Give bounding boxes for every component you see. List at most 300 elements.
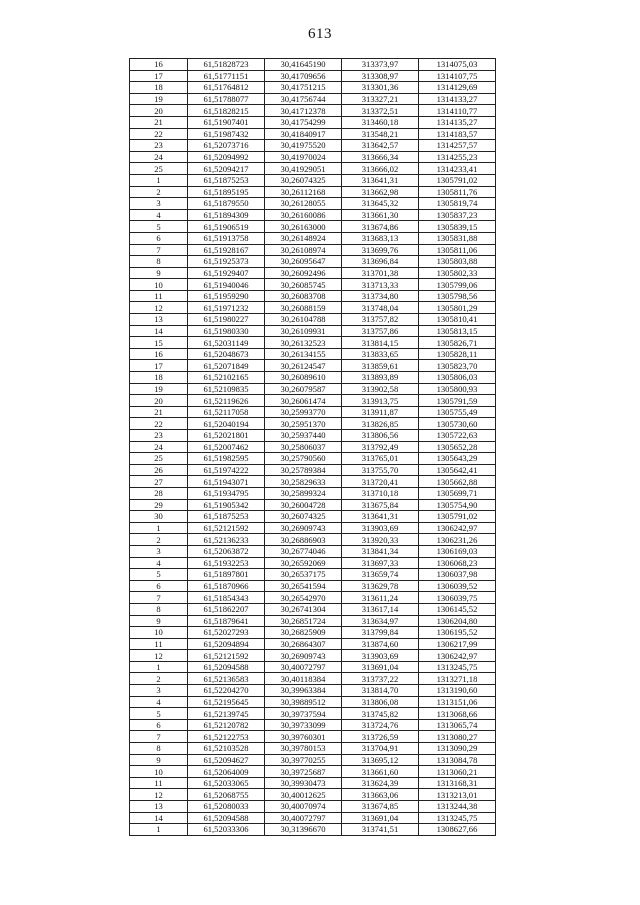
point-number-cell: 16: [130, 348, 188, 360]
x-coordinate-cell: 313641,31: [342, 174, 419, 186]
point-number-cell: 4: [130, 696, 188, 708]
longitude-cell: 30,39889512: [265, 696, 342, 708]
y-coordinate-cell: 1313151,06: [419, 696, 496, 708]
x-coordinate-cell: 313696,84: [342, 256, 419, 268]
x-coordinate-cell: 313792,49: [342, 441, 419, 453]
x-coordinate-cell: 313902,58: [342, 383, 419, 395]
latitude-cell: 61,51895195: [188, 186, 265, 198]
latitude-cell: 61,52094992: [188, 151, 265, 163]
longitude-cell: 30,39963384: [265, 685, 342, 697]
latitude-cell: 61,51974222: [188, 464, 265, 476]
table-row: [130, 232, 496, 244]
longitude-cell: 30,26864307: [265, 638, 342, 650]
x-coordinate-cell: 313642,57: [342, 140, 419, 152]
latitude-cell: 61,51934795: [188, 487, 265, 499]
x-coordinate-cell: 313814,15: [342, 337, 419, 349]
coordinates-table: [129, 58, 496, 836]
y-coordinate-cell: 1314075,03: [419, 59, 496, 71]
x-coordinate-cell: 313748,04: [342, 302, 419, 314]
y-coordinate-cell: 1306145,52: [419, 603, 496, 615]
table-row: [130, 487, 496, 499]
x-coordinate-cell: 313737,22: [342, 673, 419, 685]
y-coordinate-cell: 1313090,29: [419, 743, 496, 755]
x-coordinate-cell: 313806,08: [342, 696, 419, 708]
table-row: [130, 314, 496, 326]
x-coordinate-cell: 313826,85: [342, 418, 419, 430]
latitude-cell: 61,52139745: [188, 708, 265, 720]
latitude-cell: 61,51879641: [188, 615, 265, 627]
table-row: [130, 545, 496, 557]
latitude-cell: 61,52109835: [188, 383, 265, 395]
table-row: [130, 395, 496, 407]
y-coordinate-cell: 1305699,71: [419, 487, 496, 499]
y-coordinate-cell: 1305823,70: [419, 360, 496, 372]
point-number-cell: 10: [130, 279, 188, 291]
latitude-cell: 61,52064009: [188, 766, 265, 778]
x-coordinate-cell: 313741,51: [342, 824, 419, 836]
x-coordinate-cell: 313799,84: [342, 627, 419, 639]
table-row: [130, 186, 496, 198]
y-coordinate-cell: 1306217,99: [419, 638, 496, 650]
y-coordinate-cell: 1313190,60: [419, 685, 496, 697]
latitude-cell: 61,52068755: [188, 789, 265, 801]
point-number-cell: 6: [130, 719, 188, 731]
table-row: [130, 708, 496, 720]
y-coordinate-cell: 1314183,57: [419, 128, 496, 140]
longitude-cell: 30,26074325: [265, 174, 342, 186]
x-coordinate-cell: 313611,24: [342, 592, 419, 604]
table-row: [130, 557, 496, 569]
y-coordinate-cell: 1306242,97: [419, 650, 496, 662]
table-row: [130, 580, 496, 592]
point-number-cell: 19: [130, 383, 188, 395]
table-row: [130, 719, 496, 731]
y-coordinate-cell: 1314133,27: [419, 93, 496, 105]
longitude-cell: 30,26004728: [265, 499, 342, 511]
latitude-cell: 61,52080033: [188, 801, 265, 813]
latitude-cell: 61,51971232: [188, 302, 265, 314]
point-number-cell: 4: [130, 557, 188, 569]
y-coordinate-cell: 1305791,02: [419, 511, 496, 523]
x-coordinate-cell: 313757,82: [342, 314, 419, 326]
latitude-cell: 61,52040194: [188, 418, 265, 430]
x-coordinate-cell: 313548,21: [342, 128, 419, 140]
point-number-cell: 14: [130, 325, 188, 337]
x-coordinate-cell: 313674,86: [342, 221, 419, 233]
point-number-cell: 12: [130, 650, 188, 662]
longitude-cell: 30,41751215: [265, 82, 342, 94]
x-coordinate-cell: 313806,56: [342, 430, 419, 442]
latitude-cell: 61,52119626: [188, 395, 265, 407]
latitude-cell: 61,52031149: [188, 337, 265, 349]
longitude-cell: 30,26092496: [265, 267, 342, 279]
point-number-cell: 5: [130, 221, 188, 233]
table-row: [130, 511, 496, 523]
longitude-cell: 30,40072797: [265, 812, 342, 824]
longitude-cell: 30,26541594: [265, 580, 342, 592]
x-coordinate-cell: 313666,34: [342, 151, 419, 163]
latitude-cell: 61,51764812: [188, 82, 265, 94]
latitude-cell: 61,52103528: [188, 743, 265, 755]
longitude-cell: 30,26160086: [265, 209, 342, 221]
table-row: [130, 290, 496, 302]
y-coordinate-cell: 1305662,88: [419, 476, 496, 488]
point-number-cell: 12: [130, 789, 188, 801]
point-number-cell: 11: [130, 777, 188, 789]
latitude-cell: 61,51925373: [188, 256, 265, 268]
y-coordinate-cell: 1305819,74: [419, 198, 496, 210]
longitude-cell: 30,39737594: [265, 708, 342, 720]
longitude-cell: 30,41645190: [265, 59, 342, 71]
longitude-cell: 30,26909743: [265, 650, 342, 662]
longitude-cell: 30,39770255: [265, 754, 342, 766]
table-row: [130, 731, 496, 743]
latitude-cell: 61,51862207: [188, 603, 265, 615]
latitude-cell: 61,51913758: [188, 232, 265, 244]
table-row: [130, 360, 496, 372]
latitude-cell: 61,52094894: [188, 638, 265, 650]
y-coordinate-cell: 1305791,59: [419, 395, 496, 407]
table-row: [130, 685, 496, 697]
x-coordinate-cell: 313893,89: [342, 372, 419, 384]
x-coordinate-cell: 313327,21: [342, 93, 419, 105]
longitude-cell: 30,26079587: [265, 383, 342, 395]
table-row: [130, 592, 496, 604]
latitude-cell: 61,52094627: [188, 754, 265, 766]
point-number-cell: 1: [130, 522, 188, 534]
latitude-cell: 61,52048673: [188, 348, 265, 360]
y-coordinate-cell: 1314135,27: [419, 116, 496, 128]
x-coordinate-cell: 313634,97: [342, 615, 419, 627]
y-coordinate-cell: 1305810,41: [419, 314, 496, 326]
y-coordinate-cell: 1313068,66: [419, 708, 496, 720]
latitude-cell: 61,51980227: [188, 314, 265, 326]
longitude-cell: 30,25789384: [265, 464, 342, 476]
x-coordinate-cell: 313641,31: [342, 511, 419, 523]
longitude-cell: 30,41975520: [265, 140, 342, 152]
latitude-cell: 61,51907401: [188, 116, 265, 128]
point-number-cell: 17: [130, 360, 188, 372]
longitude-cell: 30,25993770: [265, 406, 342, 418]
table-row: [130, 430, 496, 442]
page-number: 613: [308, 26, 332, 42]
y-coordinate-cell: 1305837,23: [419, 209, 496, 221]
x-coordinate-cell: 313841,34: [342, 545, 419, 557]
y-coordinate-cell: 1305730,60: [419, 418, 496, 430]
longitude-cell: 30,26095647: [265, 256, 342, 268]
x-coordinate-cell: 313757,86: [342, 325, 419, 337]
y-coordinate-cell: 1305791,02: [419, 174, 496, 186]
x-coordinate-cell: 313674,85: [342, 801, 419, 813]
point-number-cell: 10: [130, 627, 188, 639]
x-coordinate-cell: 313663,06: [342, 789, 419, 801]
x-coordinate-cell: 313617,14: [342, 603, 419, 615]
longitude-cell: 30,26089610: [265, 372, 342, 384]
latitude-cell: 61,51928167: [188, 244, 265, 256]
table-row: [130, 221, 496, 233]
point-number-cell: 5: [130, 569, 188, 581]
longitude-cell: 30,25899324: [265, 487, 342, 499]
longitude-cell: 30,26134155: [265, 348, 342, 360]
table-row: [130, 151, 496, 163]
latitude-cell: 61,51879550: [188, 198, 265, 210]
table-row: [130, 105, 496, 117]
y-coordinate-cell: 1306195,52: [419, 627, 496, 639]
point-number-cell: 8: [130, 603, 188, 615]
y-coordinate-cell: 1314129,69: [419, 82, 496, 94]
y-coordinate-cell: 1306039,75: [419, 592, 496, 604]
latitude-cell: 61,52073716: [188, 140, 265, 152]
latitude-cell: 61,52063872: [188, 545, 265, 557]
x-coordinate-cell: 313695,12: [342, 754, 419, 766]
x-coordinate-cell: 313745,82: [342, 708, 419, 720]
table-row: [130, 267, 496, 279]
latitude-cell: 61,52102165: [188, 372, 265, 384]
point-number-cell: 14: [130, 812, 188, 824]
point-number-cell: 1: [130, 174, 188, 186]
latitude-cell: 61,52136233: [188, 534, 265, 546]
table-row: [130, 70, 496, 82]
latitude-cell: 61,51932253: [188, 557, 265, 569]
point-number-cell: 28: [130, 487, 188, 499]
x-coordinate-cell: 313726,59: [342, 731, 419, 743]
y-coordinate-cell: 1306242,97: [419, 522, 496, 534]
table-row: [130, 464, 496, 476]
latitude-cell: 61,51828215: [188, 105, 265, 117]
table-row: [130, 174, 496, 186]
y-coordinate-cell: 1306037,98: [419, 569, 496, 581]
y-coordinate-cell: 1305803,88: [419, 256, 496, 268]
longitude-cell: 30,41712378: [265, 105, 342, 117]
table-row: [130, 801, 496, 813]
latitude-cell: 61,52195645: [188, 696, 265, 708]
y-coordinate-cell: 1305800,93: [419, 383, 496, 395]
latitude-cell: 61,52120782: [188, 719, 265, 731]
latitude-cell: 61,51982595: [188, 453, 265, 465]
longitude-cell: 30,41756744: [265, 93, 342, 105]
x-coordinate-cell: 313301,36: [342, 82, 419, 94]
table-row: [130, 116, 496, 128]
point-number-cell: 2: [130, 186, 188, 198]
longitude-cell: 30,26163000: [265, 221, 342, 233]
y-coordinate-cell: 1313060,21: [419, 766, 496, 778]
table-row: [130, 754, 496, 766]
longitude-cell: 30,25951370: [265, 418, 342, 430]
x-coordinate-cell: 313814,70: [342, 685, 419, 697]
y-coordinate-cell: 1305754,90: [419, 499, 496, 511]
y-coordinate-cell: 1305755,49: [419, 406, 496, 418]
point-number-cell: 9: [130, 267, 188, 279]
table-row: [130, 244, 496, 256]
longitude-cell: 30,26592069: [265, 557, 342, 569]
longitude-cell: 30,25806037: [265, 441, 342, 453]
point-number-cell: 3: [130, 545, 188, 557]
x-coordinate-cell: 313373,97: [342, 59, 419, 71]
x-coordinate-cell: 313308,97: [342, 70, 419, 82]
x-coordinate-cell: 313755,70: [342, 464, 419, 476]
table-row: [130, 534, 496, 546]
y-coordinate-cell: 1305813,15: [419, 325, 496, 337]
point-number-cell: 11: [130, 638, 188, 650]
point-number-cell: 1: [130, 824, 188, 836]
point-number-cell: 21: [130, 406, 188, 418]
x-coordinate-cell: 313691,04: [342, 661, 419, 673]
y-coordinate-cell: 1306169,03: [419, 545, 496, 557]
latitude-cell: 61,52117058: [188, 406, 265, 418]
longitude-cell: 30,26085745: [265, 279, 342, 291]
point-number-cell: 6: [130, 580, 188, 592]
latitude-cell: 61,51959290: [188, 290, 265, 302]
y-coordinate-cell: 1305652,28: [419, 441, 496, 453]
latitude-cell: 61,52121592: [188, 650, 265, 662]
x-coordinate-cell: 313661,30: [342, 209, 419, 221]
latitude-cell: 61,52094588: [188, 661, 265, 673]
point-number-cell: 25: [130, 163, 188, 175]
x-coordinate-cell: 313724,76: [342, 719, 419, 731]
longitude-cell: 30,25937440: [265, 430, 342, 442]
point-number-cell: 10: [130, 766, 188, 778]
longitude-cell: 30,26061474: [265, 395, 342, 407]
table-row: [130, 128, 496, 140]
x-coordinate-cell: 313624,39: [342, 777, 419, 789]
table-row: [130, 279, 496, 291]
point-number-cell: 17: [130, 70, 188, 82]
x-coordinate-cell: 313697,33: [342, 557, 419, 569]
latitude-cell: 61,52007462: [188, 441, 265, 453]
longitude-cell: 30,41754299: [265, 116, 342, 128]
y-coordinate-cell: 1313245,75: [419, 661, 496, 673]
y-coordinate-cell: 1305798,56: [419, 290, 496, 302]
latitude-cell: 61,51987432: [188, 128, 265, 140]
longitude-cell: 30,41929051: [265, 163, 342, 175]
point-number-cell: 7: [130, 244, 188, 256]
coordinates-table-wrap: [129, 58, 496, 836]
point-number-cell: 20: [130, 395, 188, 407]
table-row: [130, 198, 496, 210]
table-row: [130, 59, 496, 71]
y-coordinate-cell: 1305811,06: [419, 244, 496, 256]
longitude-cell: 30,26851724: [265, 615, 342, 627]
longitude-cell: 30,41709656: [265, 70, 342, 82]
y-coordinate-cell: 1306068,23: [419, 557, 496, 569]
x-coordinate-cell: 313720,41: [342, 476, 419, 488]
y-coordinate-cell: 1313213,01: [419, 789, 496, 801]
latitude-cell: 61,51897801: [188, 569, 265, 581]
point-number-cell: 23: [130, 430, 188, 442]
y-coordinate-cell: 1305801,29: [419, 302, 496, 314]
longitude-cell: 30,39733099: [265, 719, 342, 731]
y-coordinate-cell: 1305799,06: [419, 279, 496, 291]
latitude-cell: 61,51875253: [188, 511, 265, 523]
y-coordinate-cell: 1306039,52: [419, 580, 496, 592]
table-row: [130, 627, 496, 639]
y-coordinate-cell: 1305642,41: [419, 464, 496, 476]
x-coordinate-cell: 313765,01: [342, 453, 419, 465]
table-row: [130, 476, 496, 488]
longitude-cell: 30,39780153: [265, 743, 342, 755]
x-coordinate-cell: 313874,60: [342, 638, 419, 650]
x-coordinate-cell: 313859,61: [342, 360, 419, 372]
table-row: [130, 777, 496, 789]
longitude-cell: 30,39760301: [265, 731, 342, 743]
longitude-cell: 30,26088159: [265, 302, 342, 314]
x-coordinate-cell: 313699,76: [342, 244, 419, 256]
x-coordinate-cell: 313833,65: [342, 348, 419, 360]
longitude-cell: 30,26537175: [265, 569, 342, 581]
longitude-cell: 30,26909743: [265, 522, 342, 534]
y-coordinate-cell: 1305828,11: [419, 348, 496, 360]
y-coordinate-cell: 1313084,78: [419, 754, 496, 766]
y-coordinate-cell: 1313271,18: [419, 673, 496, 685]
point-number-cell: 12: [130, 302, 188, 314]
table-row: [130, 522, 496, 534]
latitude-cell: 61,52136583: [188, 673, 265, 685]
y-coordinate-cell: 1314255,23: [419, 151, 496, 163]
point-number-cell: 21: [130, 116, 188, 128]
longitude-cell: 30,26124547: [265, 360, 342, 372]
x-coordinate-cell: 313666,02: [342, 163, 419, 175]
latitude-cell: 61,51929407: [188, 267, 265, 279]
point-number-cell: 2: [130, 673, 188, 685]
point-number-cell: 20: [130, 105, 188, 117]
table-row: [130, 696, 496, 708]
x-coordinate-cell: 313662,98: [342, 186, 419, 198]
y-coordinate-cell: 1313065,74: [419, 719, 496, 731]
y-coordinate-cell: 1305802,33: [419, 267, 496, 279]
longitude-cell: 30,26132523: [265, 337, 342, 349]
point-number-cell: 24: [130, 441, 188, 453]
y-coordinate-cell: 1313244,38: [419, 801, 496, 813]
x-coordinate-cell: 313683,13: [342, 232, 419, 244]
table-row: [130, 140, 496, 152]
latitude-cell: 61,51906519: [188, 221, 265, 233]
y-coordinate-cell: 1305806,03: [419, 372, 496, 384]
point-number-cell: 22: [130, 418, 188, 430]
latitude-cell: 61,52204270: [188, 685, 265, 697]
latitude-cell: 61,52033065: [188, 777, 265, 789]
table-row: [130, 337, 496, 349]
point-number-cell: 6: [130, 232, 188, 244]
latitude-cell: 61,51940046: [188, 279, 265, 291]
table-row: [130, 325, 496, 337]
table-row: [130, 673, 496, 685]
point-number-cell: 30: [130, 511, 188, 523]
point-number-cell: 13: [130, 801, 188, 813]
latitude-cell: 61,51943071: [188, 476, 265, 488]
x-coordinate-cell: 313701,38: [342, 267, 419, 279]
point-number-cell: 9: [130, 754, 188, 766]
longitude-cell: 30,25829633: [265, 476, 342, 488]
table-row: [130, 418, 496, 430]
table-row: [130, 82, 496, 94]
latitude-cell: 61,52094588: [188, 812, 265, 824]
y-coordinate-cell: 1313245,75: [419, 812, 496, 824]
longitude-cell: 30,41840917: [265, 128, 342, 140]
y-coordinate-cell: 1313080,27: [419, 731, 496, 743]
longitude-cell: 30,41970024: [265, 151, 342, 163]
table-row: [130, 743, 496, 755]
longitude-cell: 30,26112168: [265, 186, 342, 198]
table-row: [130, 789, 496, 801]
latitude-cell: 61,52027293: [188, 627, 265, 639]
table-row: [130, 256, 496, 268]
latitude-cell: 61,52071849: [188, 360, 265, 372]
point-number-cell: 11: [130, 290, 188, 302]
table-row: [130, 824, 496, 836]
y-coordinate-cell: 1306231,26: [419, 534, 496, 546]
table-row: [130, 638, 496, 650]
point-number-cell: 26: [130, 464, 188, 476]
